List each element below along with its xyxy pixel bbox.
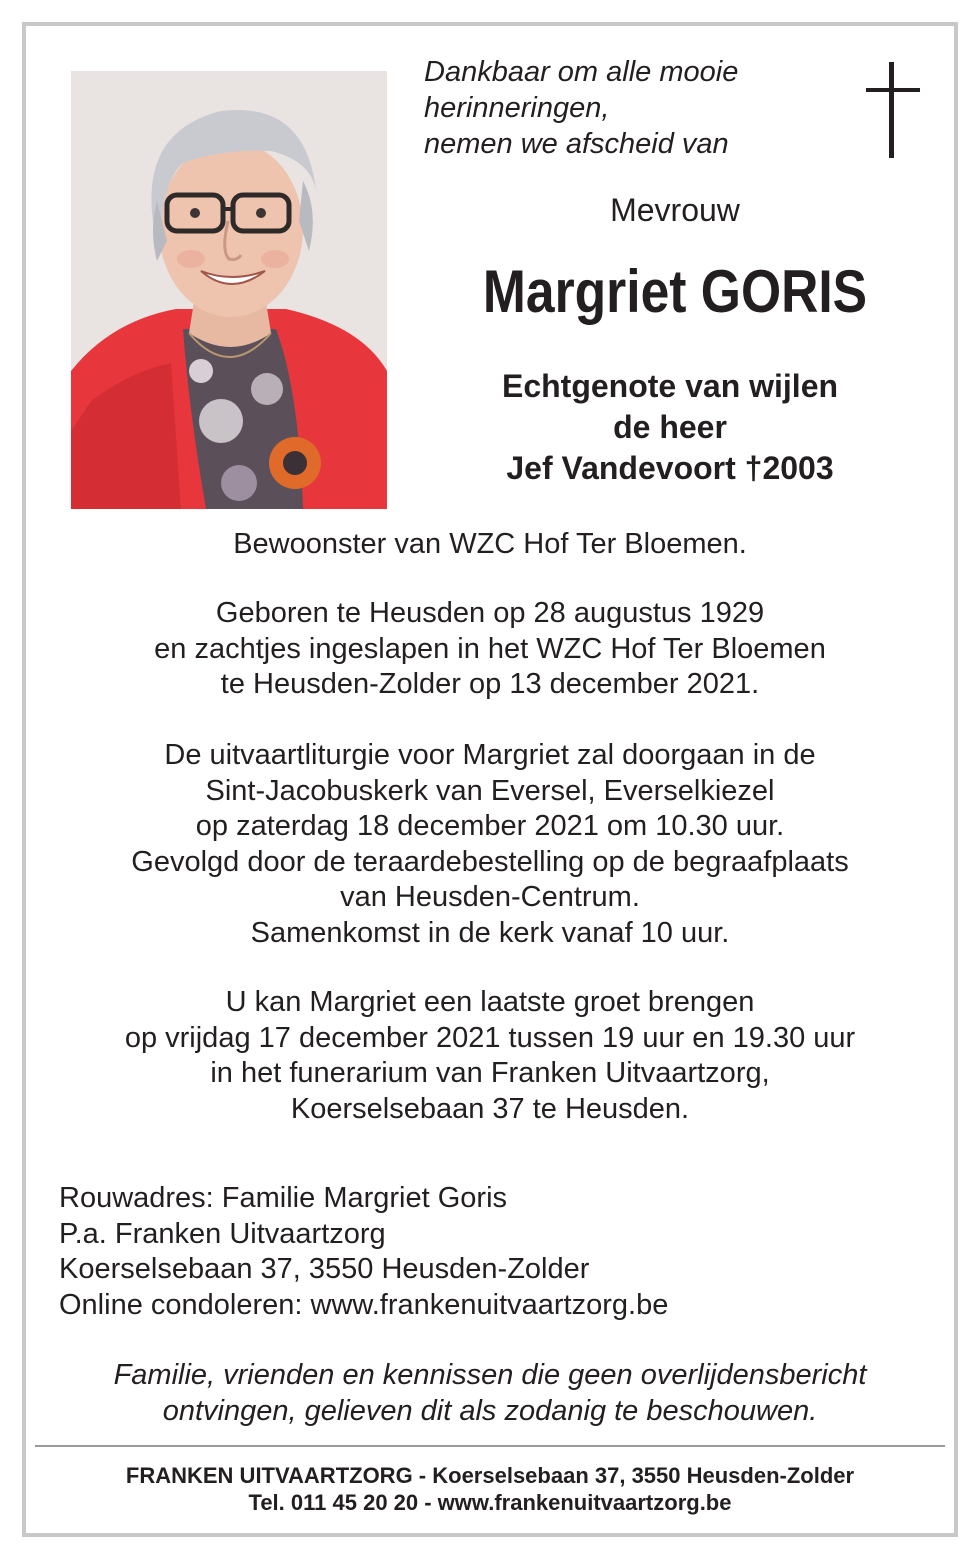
liturgy-line: De uitvaartliturgie voor Margriet zal doorgaan in de — [164, 739, 816, 771]
liturgy-line: van Heusden-Centrum. — [340, 881, 640, 913]
footer-contact: Tel. 011 45 20 20 - www.frankenuitvaartzorg.be — [248, 1490, 732, 1515]
birth-death-line: te Heusden-Zolder op 13 december 2021. — [220, 668, 760, 700]
liturgy-text — [40, 738, 940, 951]
mourning-address — [59, 1181, 919, 1323]
visit-line: U kan Margriet een laatste groet brengen — [225, 986, 755, 1018]
intro-line: Dankbaar om alle mooie — [424, 56, 739, 88]
birth-death-line: Geboren te Heusden op 28 augustus 1929 — [215, 597, 765, 629]
residence-text — [40, 527, 940, 563]
divider — [35, 1445, 945, 1447]
spouse-line: de heer — [613, 409, 727, 445]
birth-death-text — [40, 596, 940, 703]
condolence-link[interactable]: Online condoleren: www.frankenuitvaartzorg.be — [59, 1288, 669, 1321]
visit-line: Koerselsebaan 37 te Heusden. — [290, 1092, 690, 1125]
visit-line: op vrijdag 17 december 2021 tussen 19 uur en 19.30 uur — [124, 1021, 856, 1054]
address-line: P.a. Franken Uitvaartzorg — [59, 1217, 386, 1250]
honorific: Mevrouw — [610, 192, 740, 228]
residence-line: Bewoonster van WZC Hof Ter Bloemen. — [233, 528, 747, 560]
spouse-info — [420, 366, 920, 489]
intro-text — [424, 54, 824, 162]
liturgy-line: Samenkomst in de kerk vanaf 10 uur. — [250, 916, 730, 949]
liturgy-line: Gevolgd door de teraardebestelling op de begraafplaats — [131, 845, 849, 878]
notice-line: Familie, vrienden en kennissen die geen overlijdensbericht — [113, 1359, 867, 1391]
address-line: Koerselsebaan 37, 3550 Heusden-Zolder — [59, 1253, 590, 1285]
notice-line: ontvingen, gelieven dit als zodanig te beschouwen. — [162, 1394, 818, 1427]
deceased-name: Margriet GORIS — [482, 258, 868, 325]
notice-text — [40, 1358, 940, 1429]
intro-line: nemen we afscheid van — [424, 128, 729, 160]
portrait-photo — [71, 71, 387, 509]
spouse-line: Echtgenote van wijlen — [501, 368, 839, 404]
funeral-home-footer — [30, 1462, 950, 1516]
liturgy-line: op zaterdag 18 december 2021 om 10.30 uur. — [195, 810, 785, 842]
address-line: Rouwadres: Familie Margriet Goris — [59, 1182, 508, 1214]
liturgy-line: Sint-Jacobuskerk van Eversel, Everselkiezel — [205, 774, 775, 807]
footer-address: FRANKEN UITVAARTZORG - Koerselsebaan 37, 3550 Heusden-Zolder — [125, 1463, 855, 1488]
spouse-line: Jef Vandevoort †2003 — [506, 450, 834, 486]
visit-line: in het funerarium van Franken Uitvaartzorg, — [210, 1057, 770, 1089]
birth-death-line: en zachtjes ingeslapen in het WZC Hof Ter Bloemen — [154, 632, 826, 665]
intro-line: herinneringen, — [424, 92, 610, 124]
cross-icon — [864, 62, 922, 158]
farewell-visit-text — [40, 985, 940, 1127]
